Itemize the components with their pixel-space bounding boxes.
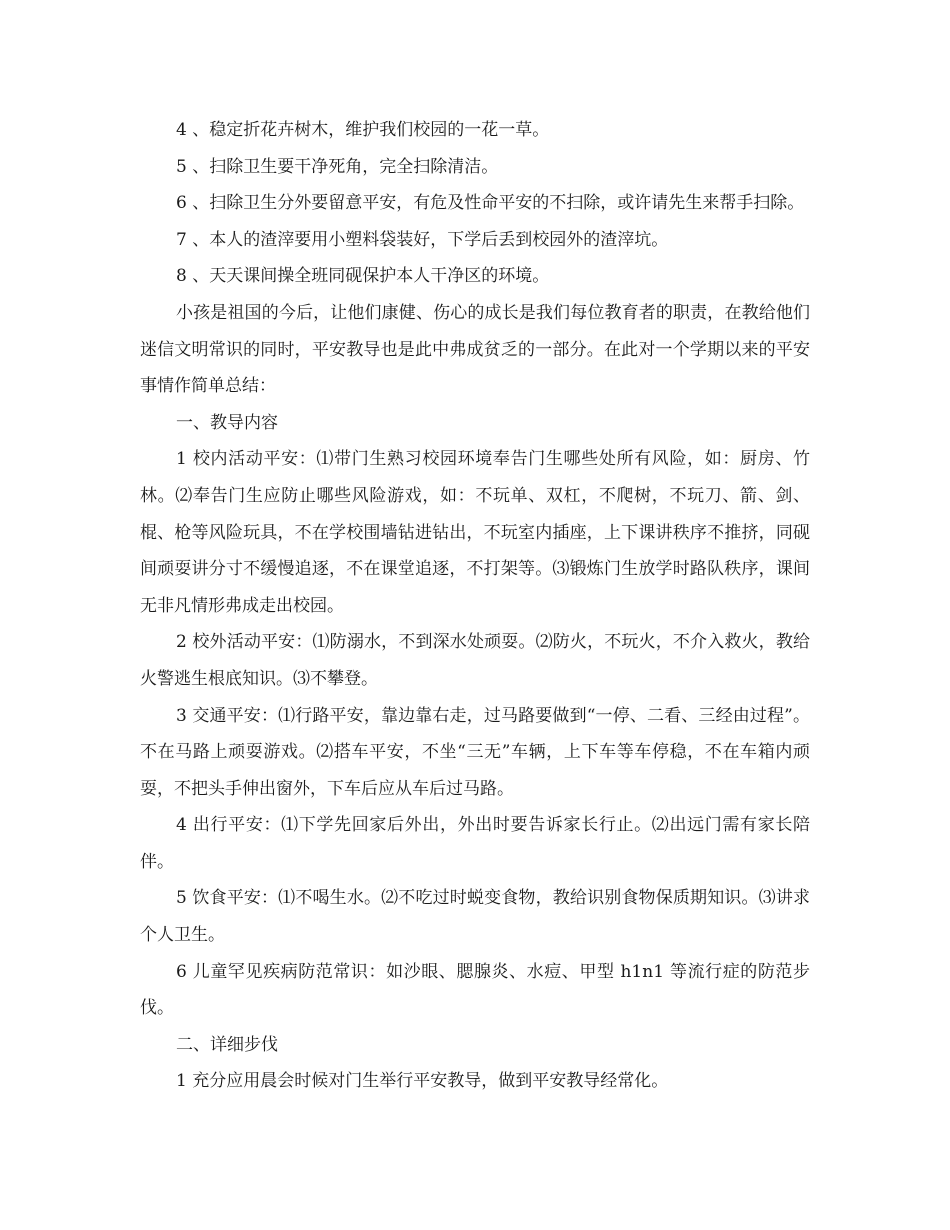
document-body (140, 112, 810, 1100)
paragraph-item-6: 6 、扫除卫生分外要留意平安，有危及性命平安的不扫除，或许请先生来帮手扫除。 (176, 193, 805, 214)
paragraph-item-7: 7 、本人的渣滓要用小塑料袋装好，下学后丢到校园外的渣滓坑。 (176, 229, 669, 250)
paragraph-disease-prevention: 6 儿童罕见疾病防范常识：如沙眼、腮腺炎、水痘、甲型 h1n1 等流行症的防范步伐。 (140, 961, 810, 1019)
paragraph-intro: 小孩是祖国的今后，让他们康健、伤心的成长是我们每位教育者的职责，在教给他们迷信文明常识的同时，平安教导也是此中弗成贫乏的一部分。在此对一个学期以来的平安事情作简单总结： (140, 302, 810, 397)
section-heading-content: 一、教导内容 (176, 412, 278, 433)
paragraph-travel-safety: 4 出行平安：⑴下学先回家后外出，外出时要告诉家长行止。⑵出远门需有家长陪伴。 (140, 815, 810, 872)
section-heading-measures: 二、详细步伐 (176, 1034, 278, 1055)
paragraph-food-safety: 5 饮食平安：⑴不喝生水。⑵不吃过时蜕变食物，教给识别食物保质期知识。⑶讲求个人卫生。 (140, 888, 810, 946)
paragraph-campus-safety: 1 校内活动平安：⑴带门生熟习校园环境奉告门生哪些处所有风险，如：厨房、竹林。⑵奉告门生应防止哪些风险游戏，如：不玩单、双杠，不爬树，不玩刀、箭、剑、棍、枪等风险玩具，不在学校围墙钻进钻出，不玩室内插座，上下课讲秩序不推挤，同砚间顽耍讲分寸不缓慢追逐，不在课堂追逐，不打架等。⑶锻炼门生放学时路队秩序，课间无非凡情形弗成走出校园。 (140, 449, 810, 616)
paragraph-morning-meeting: 1 充分应用晨会时候对门生举行平安教导，做到平安教导经常化。 (176, 1071, 669, 1092)
paragraph-offcampus-safety: 2 校外活动平安：⑴防溺水，不到深水处顽耍。⑵防火，不玩火，不介入救火，教给火警逃生根底知识。⑶不攀登。 (140, 632, 810, 689)
paragraph-item-4: 4 、稳定折花卉树木，维护我们校园的一花一草。 (176, 120, 550, 140)
paragraph-item-5: 5 、扫除卫生要干净死角，完全扫除清洁。 (176, 156, 499, 177)
paragraph-traffic-safety: 3 交通平安：⑴行路平安，靠边靠右走，过马路要做到“一停、二看、三经由过程”。不在马路上顽耍游戏。⑵搭车平安，不坐“三无”车辆，上下车等车停稳，不在车箱内顽耍，不把头手伸出窗外，下车后应从车后过马路。 (140, 705, 810, 799)
paragraph-item-8: 8 、天天课间操全班同砚保护本人干净区的环境。 (176, 266, 550, 287)
